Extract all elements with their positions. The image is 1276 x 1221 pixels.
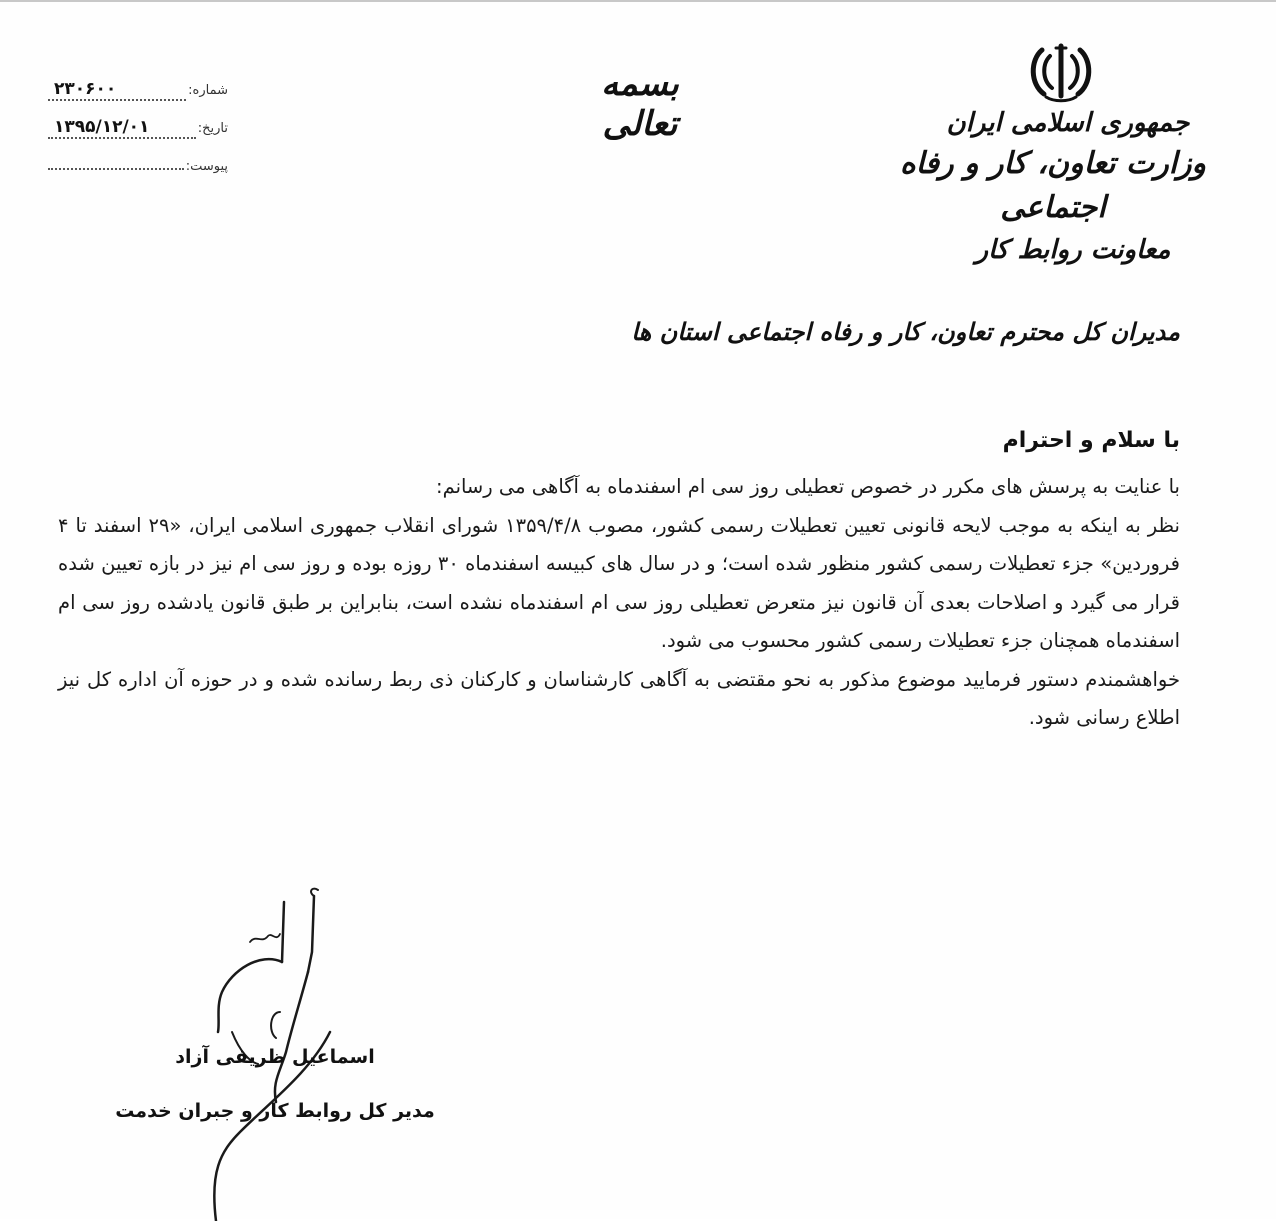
- addressee: مدیران کل محترم تعاون، کار و رفاه اجتماعی استان ها: [631, 318, 1180, 346]
- letter-attachment-row: [48, 148, 228, 186]
- letter-page: [0, 2, 1276, 1219]
- letter-number-row: [48, 72, 228, 110]
- ministry-name: وزارت تعاون، کار و رفاه اجتماعی: [899, 146, 1207, 225]
- department-name: معاونت روابط کار: [975, 235, 1171, 265]
- signer-title: مدیر کل روابط کار و جبران خدمت: [115, 1100, 435, 1122]
- country-name: جمهوری اسلامی ایران: [946, 108, 1190, 138]
- letter-date-row: [48, 110, 228, 148]
- letter-number-label: شماره:: [188, 83, 228, 98]
- body-paragraph-request: خواهشمندم دستور فرمایید موضوع مذکور به نحو مقتضی به آگاهی کارشناسان و کارکنان ذی ربط رسانده شده و در حوزه آن اداره کل نیز اطلاع رسانی شود.: [58, 667, 1180, 729]
- ministry-letterhead: [888, 104, 1218, 270]
- body-paragraph-intro: با عنایت به پرسش های مکرر در خصوص تعطیلی روز سی ام اسفندماه به آگاهی می رسانم:: [436, 475, 1180, 498]
- letter-date-label: تاریخ:: [197, 121, 228, 136]
- signer-name: اسماعیل ظریفی آزاد: [175, 1046, 375, 1068]
- letter-body: [58, 468, 1180, 738]
- letter-meta: [48, 72, 228, 186]
- letter-attachment-label: پیوست:: [185, 159, 228, 174]
- greeting: با سلام و احترام: [1002, 428, 1180, 453]
- body-paragraph-main: نظر به اینکه به موجب لایحه قانونی تعیین تعطیلات رسمی کشور، مصوب ۱۳۵۹/۴/۸ شورای انقلاب جمهوری اسلامی ایران، «۲۹ اسفند تا ۴ فروردین» جزء تعطیلات رسمی کشور منظور شده است؛ و در سال های کبیسه اسفندماه ۳۰ روزه بوده و روز سی ام نیز در بازه تعیین شده قرار می گیرد و اصلاحات بعدی آن قانون نیز متعرض تعطیلی روز سی ام اسفندماه نشده است، بنابراین بر طبق قانون یادشده روز سی ام اسفندماه همچنان جزء تعطیلات رسمی کشور محسوب می شود.: [58, 513, 1180, 652]
- iran-emblem-icon: [1028, 42, 1094, 104]
- invocation-heading: بسمه تعالی: [601, 64, 679, 144]
- letter-attachment-value: [48, 148, 184, 170]
- letter-date-value: ۱۳۹۵/۱۲/۰۱: [48, 117, 196, 139]
- letter-number-value: ۲۳۰۶۰۰: [48, 79, 186, 101]
